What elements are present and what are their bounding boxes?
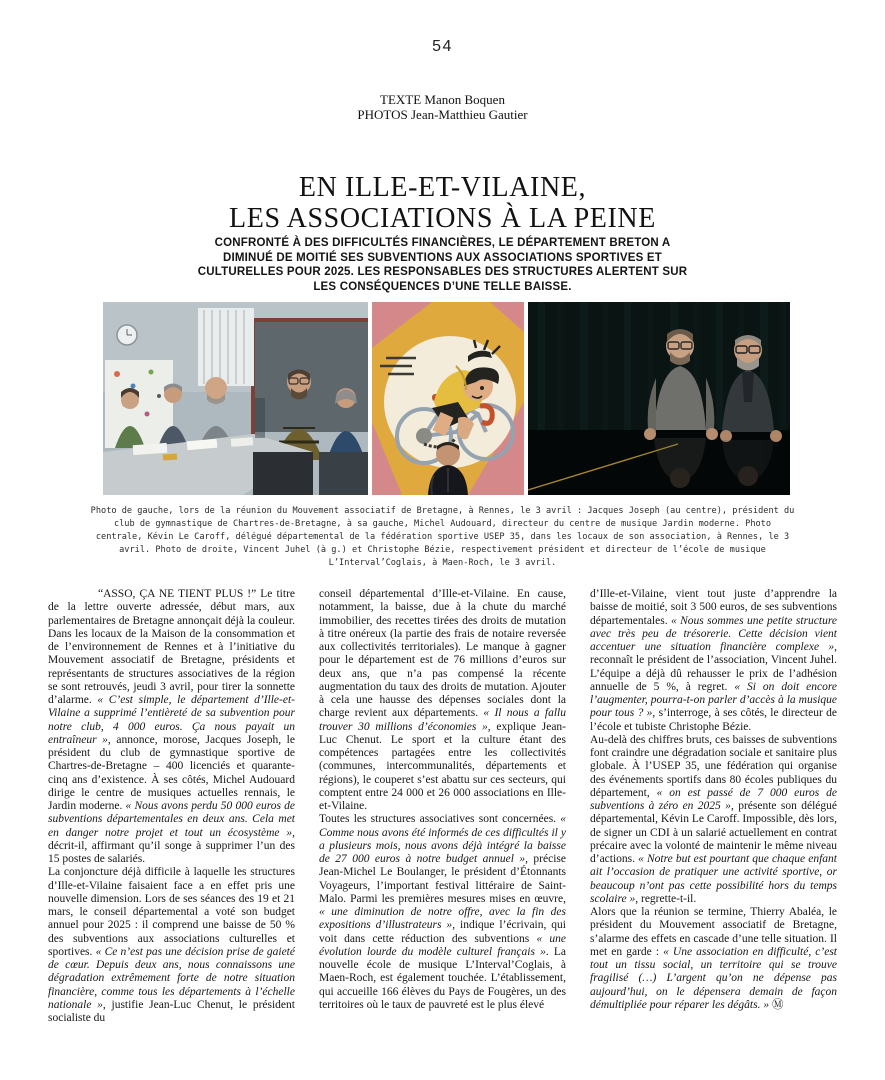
photo-caption: Photo de gauche, lors de la réunion du Mouvement associatif de Bretagne, à Rennes, le 3 avril : Jacques Joseph (au centre), président du club de gymnastique de Chartres-de-Bretagne, à sa gauche, Michel Audouard, directeur du centre de musique Jardin moderne. Photo centrale, Kévin Le Caroff, délégué départemental de la fédération sportive USEP 35, dans les locaux de son association, à Rennes, le 3 avril. Photo de droite, Vincent Juhel (à g.) et Christophe Bézie, respectivement président et directeur de l’école de musique L’Interval’Coglais, à Maen-Roch, le 3 avril. xyxy=(90,506,795,568)
article-column-3 xyxy=(590,588,837,1056)
article-title xyxy=(0,172,885,234)
photo-stage-portrait xyxy=(528,302,790,495)
article-column-2 xyxy=(319,588,566,1056)
article-paragraph: “ASSO, ÇA NE TIENT PLUS !” Le titre de la lettre ouverte adressée, début mars, aux parlementaires de Bretagne annonçait déjà la couleur. Dans les locaux de la Maison de la consommation et de l’environnement de Rennes et à l’initiative du Mouvement associatif de Bretagne, présidents et représentants de structures associatives de la région se sont retrouvés, jeudi 3 avril, pour tirer la sonnette d’alarme. « C’est simple, le département d’Ille-et-Vilaine a supprimé l’entièreté de sa subvention pour notre club, 4 000 euros. Ça nous payait un entraîneur », annonce, morose, Jacques Joseph, le président du club de gymnastique sportive de Chartres-de-Bretagne – 400 licenciés et quarante-cinq ans d’existence. À ses côtés, Michel Audouard dirige le centre de musiques actuelles rennais, le Jardin moderne. « Nous avons perdu 50 000 euros de subventions départementales en deux ans. Cela met en danger notre projet et tout un écosystème », décrit-il, affirmant qu’il songe à supprimer l’un des 15 postes de salariés. xyxy=(48,588,295,865)
standfirst: CONFRONTÉ À DES DIFFICULTÉS FINANCIÈRES, LE DÉPARTEMENT BRETON A DIMINUÉ DE MOITIÉ SES SUBVENTIONS AUX ASSOCIATIONS SPORTIVES ET CULTURELLES POUR 2025. LES RESPONSABLES DES STRUCTURES ALERTENT SUR LES CONSÉQUENCES D’UNE TELLE BAISSE. xyxy=(197,237,688,293)
stage-portrait-illustration xyxy=(528,302,790,495)
byline-text: TEXTE Manon Boquen xyxy=(380,92,505,107)
article-paragraph: Alors que la réunion se termine, Thierry Abaléa, le président du Mouvement associatif de Bretagne, s’alarme des effets en cascade d’une telle situation. Il met en garde : « Une association en difficulté, c’est tout un tissu social, un territoire qui se trouve fragilisé (…) L’argent qu’on ne dépense pas aujourd’hui, on le dépensera demain de façon démultipliée pour réparer les dégâts. » Ⓜ xyxy=(590,906,837,1011)
meeting-room-illustration xyxy=(103,302,368,495)
photo-meeting-room xyxy=(103,302,368,495)
article-title-line2: LES ASSOCIATIONS À LA PEINE xyxy=(229,203,656,234)
article-body xyxy=(48,588,837,1056)
article-paragraph: Au-delà des chiffres bruts, ces baisses de subventions font craindre une dégradation sociale et sanitaire plus globale. À l’USEP 35, une fédération qui organise des événements sportifs dans 80 écoles publiques du département, « on est passé de 7 000 euros de subventions à zéro en 2025 », présente son délégué départemental, Kévin Le Caroff. Impossible, dès lors, de signer un CDI à un salarié actuellement en contrat précaire avec la volonté de maintenir le même niveau d’actions. « Notre but est pourtant que chaque enfant ait l’occasion de pratiquer une activité sportive, or beaucoup n’ont pas cette possibilité hors du temps scolaire », regrette-t-il. xyxy=(590,733,837,905)
page-number: 54 xyxy=(432,38,453,55)
photo-cyclist-mural xyxy=(372,302,524,495)
article-title-line1: EN ILLE-ET-VILAINE, xyxy=(298,172,587,203)
cyclist-mural-illustration xyxy=(372,302,524,495)
byline-photos: PHOTOS Jean-Matthieu Gautier xyxy=(357,107,528,122)
photo-row xyxy=(103,302,790,495)
article-paragraph: Toutes les structures associatives sont concernées. « Comme nous avons été informés de ces difficultés il y a plusieurs mois, nous avons déjà intégré la baisse de 27 000 euros à notre budget annuel », précise Jean-Michel Le Boulanger, le président d’Étonnants Voyageurs, l’important festival littéraire de Saint-Malo. Parmi les premières mesures mises en œuvre, « une diminution de notre offre, avec la fin des expositions d’illustrateurs », indique l’écrivain, qui voit dans cette réduction des subventions « une évolution lourde du modèle culturel français ». La nouvelle école de musique L’Interval’Coglais, à Maen-Roch, est également touchée. L’établissement, qui accueille 166 élèves du Pays de Fougères, un des territoires où le taux de pauvreté est le plus élevé xyxy=(319,813,566,1011)
article-paragraph: conseil départemental d’Ille-et-Vilaine. En cause, notamment, la baisse, due à la chute du marché immobilier, des recettes tirées des droits de mutation à titre onéreux (la partie des frais de notaire reversée aux collectivités territoriales). Le manque à gagner pour le département est de 76 millions d’euros sur deux ans, que n’a pas compensé la récente augmentation du taux des droits de mutation. Ajouter à cela une hausse des dépenses sociales dont la charge revient aux départements. « Il nous a fallu trouver 30 millions d’économies », explique Jean-Luc Chenut. Le sport et la culture étant des compétences partagées entre les collectivités (communes, intercommunalités, départements et régions), le couperet s’est abattu sur ces secteurs, qui comptent entre 24 000 et 26 000 associations en Ille-et-Vilaine. xyxy=(319,588,566,812)
article-paragraph: d’Ille-et-Vilaine, vient tout juste d’apprendre la baisse de moitié, soit 3 500 euros, de ses subventions départementales. « Nous sommes une petite structure avec très peu de trésorerie. Cette décision vient accentuer une situation financière complexe », reconnaît le président de l’association, Vincent Juhel. L’équipe a déjà dû rehausser le prix de l’adhésion annuelle de 5 %, à regret. « Si on doit encore l’augmenter, pourra-t-on parler d’accès à la musique pour tous ? », s’interroge, à ses côtés, le directeur de l’école et tubiste Christophe Bézie. xyxy=(590,588,837,733)
article-paragraph: La conjoncture déjà difficile à laquelle les structures d’Ille-et-Vilaine faisaient face a en effet pris une nouvelle dimension. Lors de ses séances des 19 et 21 mars, le conseil départemental a voté son budget annuel pour 2025 : il comprend une baisse de 50 % des subventions aux associations culturelles et sportives. « Ce n’est pas une décision prise de gaieté de cœur. Depuis deux ans, nous connaissons une dégradation extrêmement forte de notre situation financière, comme tous les départements à l’échelle nationale », justifie Jean-Luc Chenut, le président socialiste du xyxy=(48,866,295,1024)
byline xyxy=(0,92,885,122)
article-column-1 xyxy=(48,588,295,1056)
